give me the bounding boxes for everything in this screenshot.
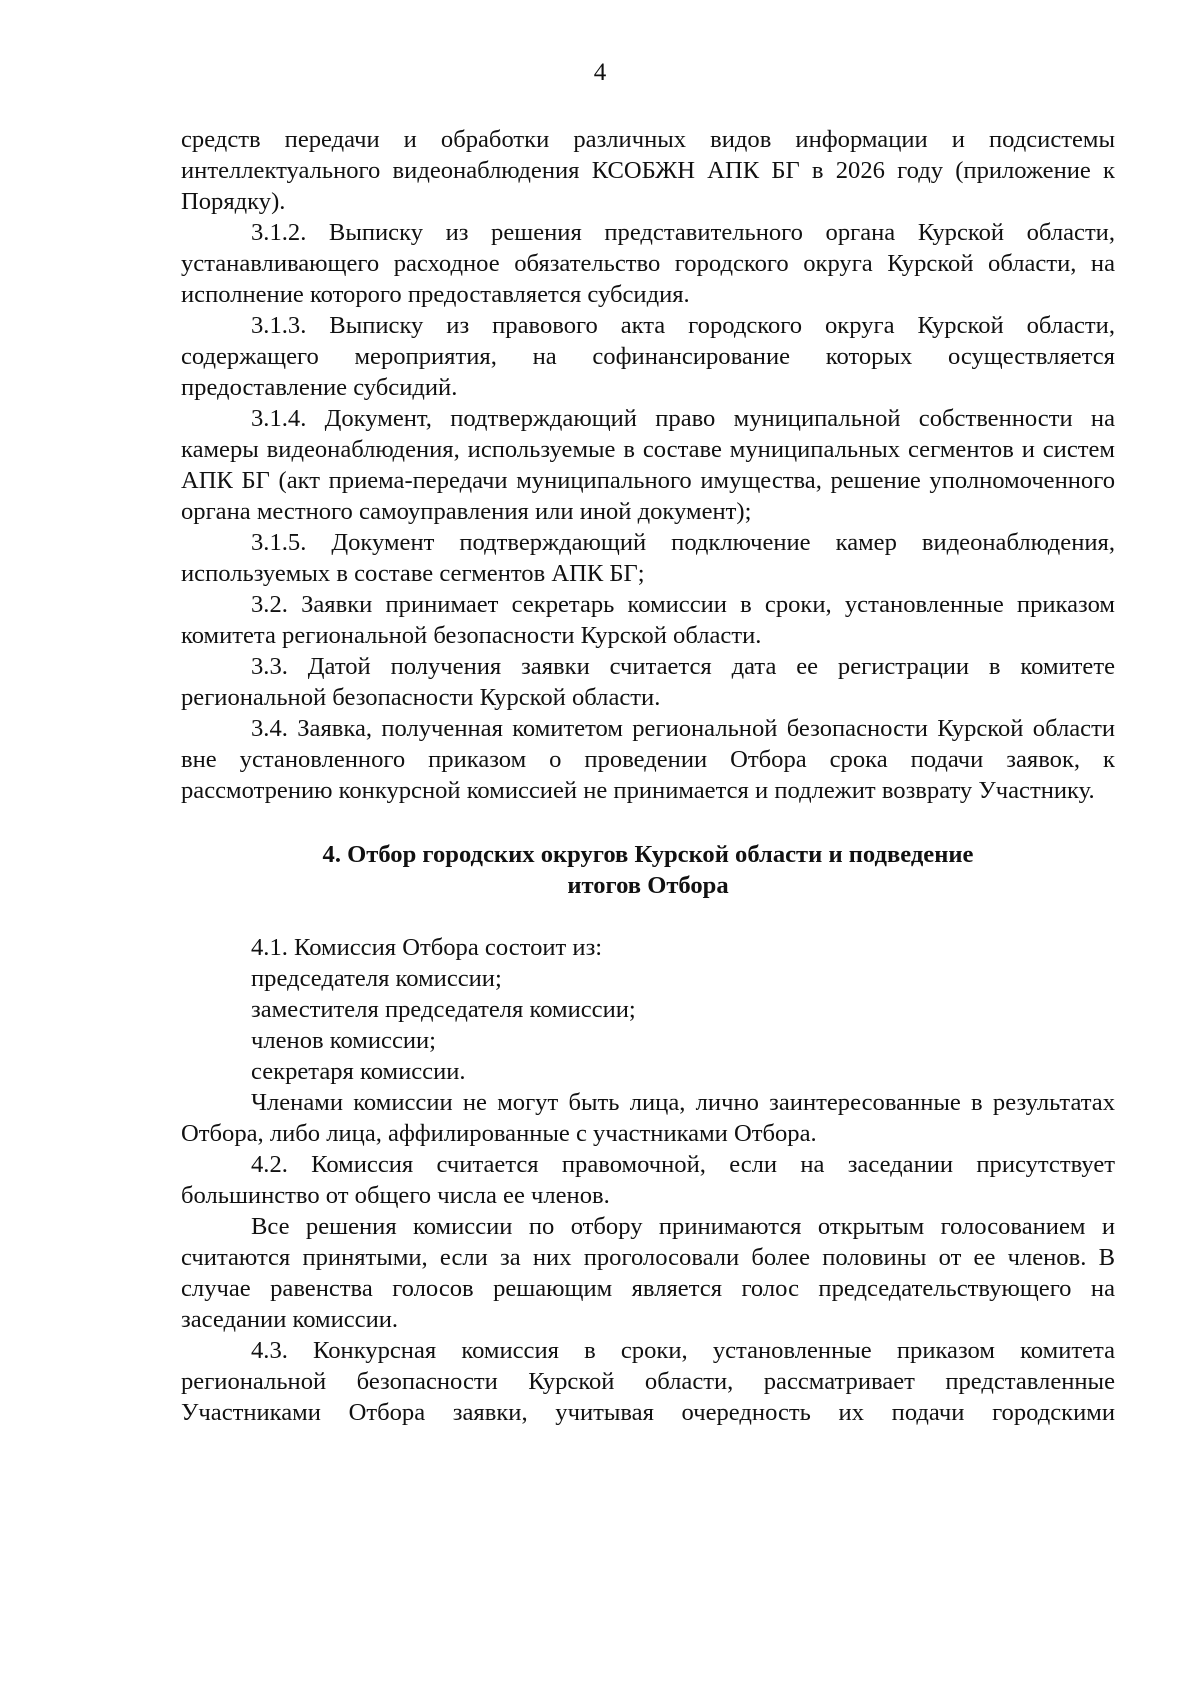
paragraph-3-1-3: 3.1.3. Выписку из правового акта городского округа Курской области, содержащего мероприятия, на софинансирование которых осуществляется предоставление субсидий.	[181, 312, 1115, 401]
list-item: председателя комиссии;	[251, 965, 502, 992]
document-body	[181, 124, 1115, 1428]
section-4-heading-line-2: итогов Отбора	[567, 872, 729, 899]
section-4-heading-line-1: 4. Отбор городских округов Курской области и подведение	[322, 841, 974, 868]
paragraph-3-2: 3.2. Заявки принимает секретарь комиссии в сроки, установленные приказом комитета региональной безопасности Курской области.	[181, 591, 1115, 649]
list-item: заместителя председателя комиссии;	[251, 996, 636, 1023]
paragraph-3-1-4: 3.1.4. Документ, подтверждающий право муниципальной собственности на камеры видеонаблюдения, используемые в составе муниципальных сегментов и систем АПК БГ (акт приема-передачи муниципального имущества, решение уполномоченного органа местного самоуправления или иной документ);	[181, 405, 1115, 525]
paragraph-3-1-2: 3.1.2. Выписку из решения представительного органа Курской области, устанавливающего расходное обязательство городского округа Курской области, на исполнение которого предоставляется субсидия.	[181, 219, 1115, 308]
section-4-heading	[181, 839, 1115, 901]
paragraph-4-1: 4.1. Комиссия Отбора состоит из:	[251, 934, 603, 961]
paragraph-4-3: 4.3. Конкурсная комиссия в сроки, установленные приказом комитета региональной безопасности Курской области, рассматривает представленные Участниками Отбора заявки, учитывая очередность их подачи городскими	[181, 1337, 1115, 1426]
paragraph-4-2: 4.2. Комиссия считается правомочной, если на заседании присутствует большинство от общего числа ее членов.	[181, 1151, 1115, 1209]
list-item: членов комиссии;	[251, 1027, 437, 1054]
paragraph-members-restriction: Членами комиссии не могут быть лица, лично заинтересованные в результатах Отбора, либо лица, аффилированные с участниками Отбора.	[181, 1089, 1115, 1147]
paragraph-3-4: 3.4. Заявка, полученная комитетом региональной безопасности Курской области вне установленного приказом о проведении Отбора срока подачи заявок, к рассмотрению конкурсной комиссией не принимается и подлежит возврату Участнику.	[181, 715, 1115, 804]
page-number: 4	[593, 59, 607, 86]
list-item: секретаря комиссии.	[251, 1058, 466, 1085]
paragraph-voting: Все решения комиссии по отбору принимаются открытым голосованием и считаются принятыми, если за них проголосовали более половины от ее членов. В случае равенства голосов решающим является голос председательствующего на заседании комиссии.	[181, 1213, 1115, 1333]
paragraph-3-1-5: 3.1.5. Документ подтверждающий подключение камер видеонаблюдения, используемых в составе сегментов АПК БГ;	[181, 529, 1115, 587]
paragraph-continuation: средств передачи и обработки различных видов информации и подсистемы интеллектуального видеонаблюдения КСОБЖН АПК БГ в 2026 году (приложение к Порядку).	[181, 126, 1115, 215]
paragraph-3-3: 3.3. Датой получения заявки считается дата ее регистрации в комитете региональной безопасности Курской области.	[181, 653, 1115, 711]
